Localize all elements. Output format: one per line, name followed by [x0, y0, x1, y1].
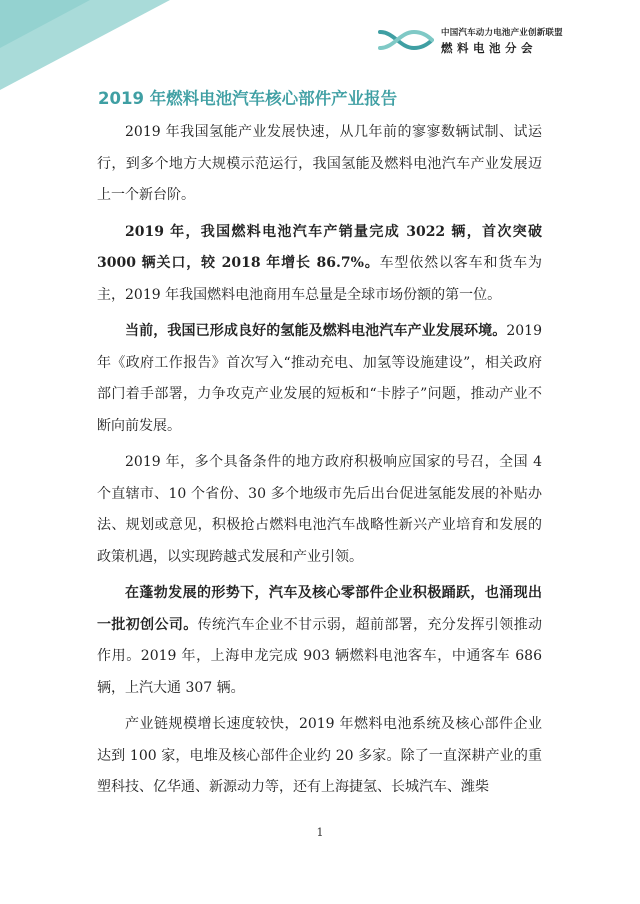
paragraph-text: 2019 年我国氢能产业发展快速，从几年前的寥寥数辆试制、试运行，到多个地方大规模示范运行，我国氢能及燃料电池汽车产业发展迈上一个新台阶。 — [97, 124, 542, 203]
paragraph-5 — [97, 578, 542, 704]
org-name-branch: 燃料电池分会 — [441, 41, 537, 55]
page-number: 1 — [316, 826, 324, 839]
paragraph-text: 车型依然以客车和货车为主，2019 年我国燃料电池商用车总量是全球市场份额的第一位。 — [97, 255, 542, 303]
report-title: 2019 年燃料电池汽车核心部件产业报告 — [98, 89, 398, 108]
paragraph-2 — [97, 217, 542, 312]
corner-decoration — [0, 0, 170, 90]
fuel-cell-alliance-logo-icon — [378, 22, 434, 56]
paragraph-6 — [97, 709, 542, 804]
paragraph-lead: 2019 年，我国燃料电池汽车产销量完成 3022 辆，首次突破 3000 辆关口，较 2018 年增长 86.7%。 — [97, 223, 542, 271]
paragraph-text: 产业链规模增长速度较快，2019 年燃料电池系统及核心部件企业达到 100 家，电堆及核心部件企业约 20 多家。除了一直深耕产业的重塑科技、亿华通、新源动力等，还有上海捷氢、长城汽车、潍柴 — [97, 716, 542, 795]
paragraph-text: 2019 年，多个具备条件的地方政府积极响应国家的号召，全国 4 个直辖市、10 个省份、30 多个地级市先后出台促进氢能发展的补贴办法、规划或意见，积极抢占燃料电池汽车战略性新兴产业培育和发展的政策机遇，以实现跨越式发展和产业引领。 — [97, 454, 542, 565]
paragraph-text: 传统汽车企业不甘示弱，超前部署，充分发挥引领推动作用。2019 年，上海申龙完成 903 辆燃料电池客车，中通客车 686 辆，上汽大通 307 辆。 — [97, 616, 543, 696]
paragraph-3 — [97, 316, 542, 442]
report-body — [97, 117, 542, 809]
paragraph-4 — [97, 447, 542, 573]
org-name-full: 中国汽车动力电池产业创新联盟 — [441, 28, 563, 38]
paragraph-text: 2019 年《政府工作报告》首次写入“推动充电、加氢等设施建设”，相关政府部门着手部署，力争攻克产业发展的短板和“卡脖子”问题，推动产业不断向前发展。 — [97, 323, 542, 434]
paragraph-1 — [97, 117, 542, 212]
paragraph-lead: 在蓬勃发展的形势下，汽车及核心零部件企业积极踊跃，也涌现出一批初创公司。 — [97, 585, 542, 633]
paragraph-lead: 当前，我国已形成良好的氢能及燃料电池汽车产业发展环境。 — [125, 323, 507, 339]
